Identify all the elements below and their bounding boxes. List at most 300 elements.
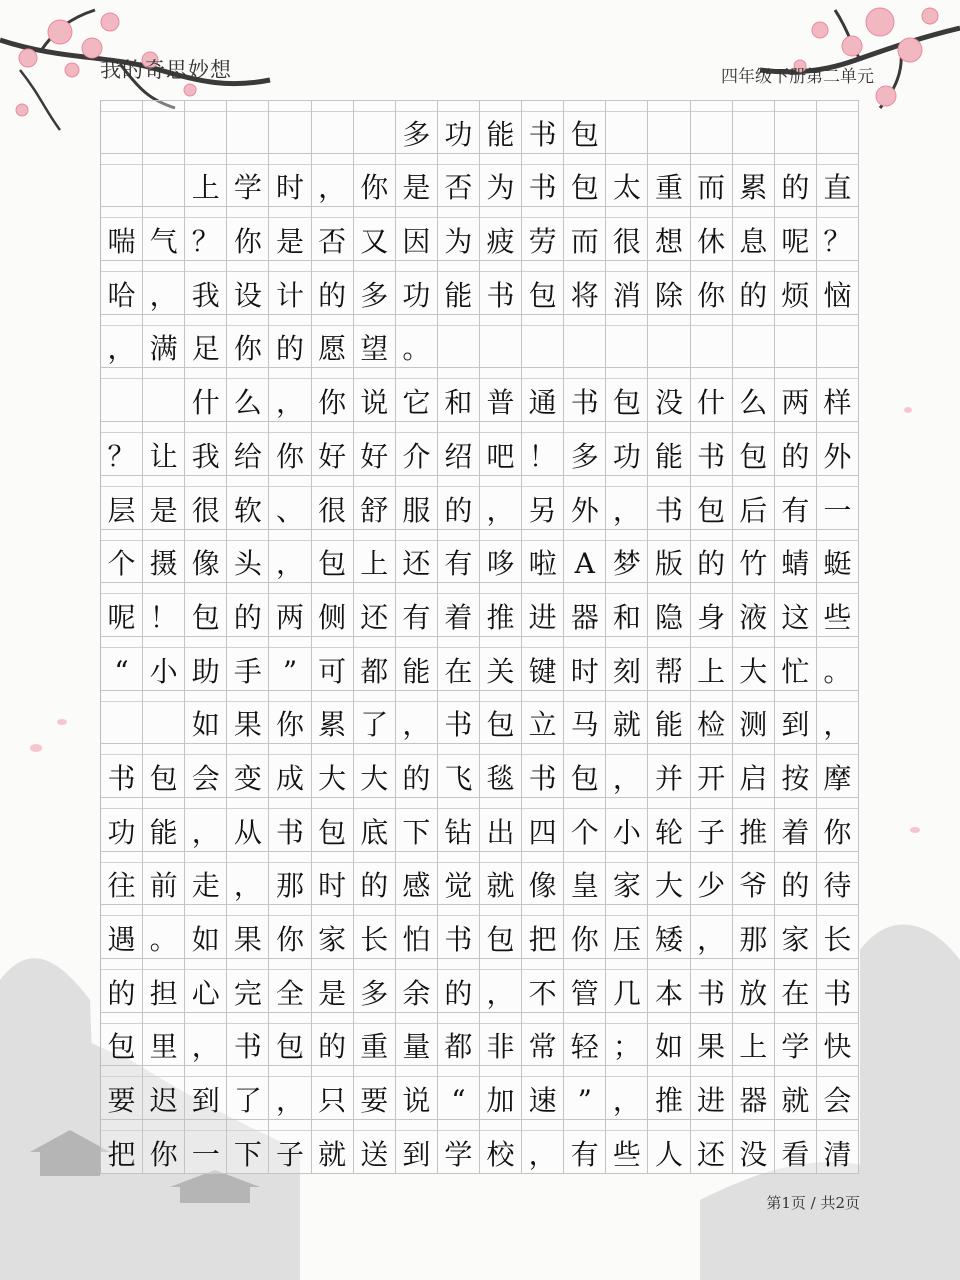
grid-cell: 摩 <box>817 744 859 798</box>
grid-cell: 学 <box>775 1013 817 1067</box>
grid-cell: 学 <box>227 154 269 208</box>
grid-cell: 几 <box>606 959 648 1013</box>
grid-cell: 包 <box>101 1013 143 1067</box>
grid-cell: 满 <box>143 315 185 369</box>
grid-cell: 的 <box>775 154 817 208</box>
grid-cell <box>143 100 185 154</box>
grid-cell: 轻 <box>564 1013 606 1067</box>
grid-cell: 能 <box>396 637 438 691</box>
grid-cell: 。 <box>143 905 185 959</box>
grid-cell: ， <box>480 476 522 530</box>
grid-cell: ， <box>606 1066 648 1120</box>
grid-cell: 的 <box>691 530 733 584</box>
grid-cell <box>101 368 143 422</box>
grid-cell: ， <box>817 691 859 745</box>
grid-cell: 又 <box>354 207 396 261</box>
grid-cell: 检 <box>691 691 733 745</box>
grid-cell: 恼 <box>817 261 859 315</box>
grid-cell: 的 <box>775 852 817 906</box>
grid-cell: 书 <box>480 261 522 315</box>
grid-cell: 。 <box>396 315 438 369</box>
grid-cell <box>354 100 396 154</box>
grid-cell: 遇 <box>101 905 143 959</box>
writing-grid <box>100 100 859 1174</box>
grid-cell: 长 <box>354 905 396 959</box>
grid-cell: 快 <box>817 1013 859 1067</box>
grid-cell: 书 <box>817 959 859 1013</box>
grid-cell: 走 <box>185 852 227 906</box>
grid-cell: 就 <box>312 1120 354 1174</box>
grid-cell: 从 <box>227 798 269 852</box>
grid-cell: ， <box>269 368 311 422</box>
grid-cell: 加 <box>480 1066 522 1120</box>
grid-cell: 功 <box>438 100 480 154</box>
grid-cell: 些 <box>606 1120 648 1174</box>
grid-cell: ” <box>269 637 311 691</box>
grid-cell <box>817 315 859 369</box>
grid-cell: ， <box>606 744 648 798</box>
grid-cell: ！ <box>522 422 564 476</box>
grid-cell: 就 <box>606 691 648 745</box>
grid-cell: 能 <box>648 691 690 745</box>
grid-cell: 的 <box>354 852 396 906</box>
grid-cell: 飞 <box>438 744 480 798</box>
grid-cell <box>648 100 690 154</box>
grid-cell: 觉 <box>438 852 480 906</box>
grid-cell: 么 <box>733 368 775 422</box>
grid-cell: 看 <box>775 1120 817 1174</box>
grid-cell: 测 <box>733 691 775 745</box>
grid-cell: 舒 <box>354 476 396 530</box>
grid-cell: 个 <box>101 530 143 584</box>
grid-cell: 气 <box>143 207 185 261</box>
grid-cell <box>606 315 648 369</box>
grid-cell: 让 <box>143 422 185 476</box>
grid-cell <box>101 691 143 745</box>
grid-cell: ， <box>606 476 648 530</box>
grid-cell: 的 <box>312 261 354 315</box>
grid-cell: 家 <box>775 905 817 959</box>
grid-cell: 包 <box>564 154 606 208</box>
grid-cell: 还 <box>691 1120 733 1174</box>
grid-cell: 望 <box>354 315 396 369</box>
grid-cell: ， <box>101 315 143 369</box>
grid-cell: 立 <box>522 691 564 745</box>
grid-cell: 出 <box>480 798 522 852</box>
grid-cell: 往 <box>101 852 143 906</box>
grid-cell: 能 <box>648 422 690 476</box>
grid-cell: 为 <box>438 207 480 261</box>
grid-cell: ！ <box>143 583 185 637</box>
grid-cell: 累 <box>312 691 354 745</box>
grid-cell: “ <box>101 637 143 691</box>
grid-cell: 有 <box>438 530 480 584</box>
grid-cell: 推 <box>733 798 775 852</box>
grid-cell: 功 <box>396 261 438 315</box>
grid-cell: 到 <box>185 1066 227 1120</box>
grid-cell: 皇 <box>564 852 606 906</box>
grid-cell: 校 <box>480 1120 522 1174</box>
grid-cell: 大 <box>312 744 354 798</box>
grid-cell: 介 <box>396 422 438 476</box>
grid-cell <box>480 315 522 369</box>
grid-cell: ， <box>480 959 522 1013</box>
grid-cell: 都 <box>438 1013 480 1067</box>
grid-cell: 什 <box>185 368 227 422</box>
grid-cell: ， <box>227 852 269 906</box>
grid-cell: 为 <box>480 154 522 208</box>
grid-cell: 哆 <box>480 530 522 584</box>
grid-cell: 还 <box>396 530 438 584</box>
grid-cell: 常 <box>522 1013 564 1067</box>
grid-cell: 么 <box>227 368 269 422</box>
grid-cell: 了 <box>227 1066 269 1120</box>
grid-cell: ， <box>396 691 438 745</box>
grid-cell: 上 <box>354 530 396 584</box>
grid-cell: 手 <box>227 637 269 691</box>
grid-cell <box>312 100 354 154</box>
grid-cell: 键 <box>522 637 564 691</box>
grid-cell: 本 <box>648 959 690 1013</box>
grid-cell: ， <box>185 1013 227 1067</box>
grid-cell: 并 <box>648 744 690 798</box>
grid-cell: 直 <box>817 154 859 208</box>
grid-cell: 烦 <box>775 261 817 315</box>
grid-cell <box>817 100 859 154</box>
grid-cell: 你 <box>269 905 311 959</box>
grid-cell: 我 <box>185 422 227 476</box>
grid-cell: 包 <box>480 691 522 745</box>
grid-cell: 头 <box>227 530 269 584</box>
grid-cell: 一 <box>185 1120 227 1174</box>
grid-cell: 钻 <box>438 798 480 852</box>
grid-cell: 通 <box>522 368 564 422</box>
grid-cell: 忙 <box>775 637 817 691</box>
grid-cell: 有 <box>396 583 438 637</box>
grid-cell: 液 <box>733 583 775 637</box>
grid-cell: 会 <box>185 744 227 798</box>
grid-cell: 样 <box>817 368 859 422</box>
grid-cell <box>733 315 775 369</box>
grid-cell <box>269 100 311 154</box>
grid-cell: 待 <box>817 852 859 906</box>
grid-cell: 上 <box>691 637 733 691</box>
grid-cell <box>522 315 564 369</box>
grid-cell: 小 <box>143 637 185 691</box>
grid-cell: 书 <box>691 959 733 1013</box>
grid-cell: 书 <box>101 744 143 798</box>
grid-cell: 你 <box>564 905 606 959</box>
grid-cell: 这 <box>775 583 817 637</box>
grid-cell: 书 <box>691 422 733 476</box>
grid-cell: 管 <box>564 959 606 1013</box>
grid-cell: 子 <box>691 798 733 852</box>
grid-cell: 都 <box>354 637 396 691</box>
grid-cell: 你 <box>227 315 269 369</box>
grid-cell: 大 <box>648 852 690 906</box>
grid-cell: 底 <box>354 798 396 852</box>
grid-cell: 一 <box>817 476 859 530</box>
grid-cell: 哈 <box>101 261 143 315</box>
grid-cell: 家 <box>312 905 354 959</box>
grid-cell: 息 <box>733 207 775 261</box>
grid-cell: 呢 <box>101 583 143 637</box>
grid-cell: 关 <box>480 637 522 691</box>
grid-cell: 多 <box>354 261 396 315</box>
grid-cell: 包 <box>269 1013 311 1067</box>
grid-cell: 的 <box>269 315 311 369</box>
grid-cell: 计 <box>269 261 311 315</box>
grid-cell: 你 <box>817 798 859 852</box>
grid-cell: 时 <box>269 154 311 208</box>
grid-cell: 果 <box>227 691 269 745</box>
grid-cell: 的 <box>396 744 438 798</box>
grid-cell: 累 <box>733 154 775 208</box>
grid-cell: 的 <box>227 583 269 637</box>
grid-cell: 和 <box>606 583 648 637</box>
grid-cell: 另 <box>522 476 564 530</box>
grid-cell: 竹 <box>733 530 775 584</box>
grid-cell: 你 <box>227 207 269 261</box>
grid-cell: 是 <box>143 476 185 530</box>
grid-cell: 功 <box>606 422 648 476</box>
grid-cell <box>691 315 733 369</box>
grid-cell: 子 <box>269 1120 311 1174</box>
grid-cell: 能 <box>438 261 480 315</box>
grid-cell: 是 <box>396 154 438 208</box>
grid-cell: 不 <box>522 959 564 1013</box>
grid-cell <box>606 100 648 154</box>
grid-cell: 到 <box>396 1120 438 1174</box>
grid-cell: 重 <box>354 1013 396 1067</box>
grid-cell: 果 <box>227 905 269 959</box>
grid-cell: 迟 <box>143 1066 185 1120</box>
grid-cell: 好 <box>354 422 396 476</box>
grid-cell: 如 <box>185 905 227 959</box>
grid-cell: 启 <box>733 744 775 798</box>
grid-cell: 隐 <box>648 583 690 637</box>
grid-cell: 学 <box>438 1120 480 1174</box>
grid-cell: 家 <box>606 852 648 906</box>
grid-cell: 书 <box>227 1013 269 1067</box>
grid-cell: 多 <box>396 100 438 154</box>
grid-cell: 毯 <box>480 744 522 798</box>
grid-cell: 书 <box>648 476 690 530</box>
grid-cell: 梦 <box>606 530 648 584</box>
grid-cell: 书 <box>522 154 564 208</box>
grid-cell: 送 <box>354 1120 396 1174</box>
grid-cell: 前 <box>143 852 185 906</box>
grid-cell: 怕 <box>396 905 438 959</box>
grid-cell <box>775 315 817 369</box>
grid-cell: 包 <box>312 798 354 852</box>
grid-cell <box>143 691 185 745</box>
grid-cell: 那 <box>733 905 775 959</box>
grid-cell: 多 <box>354 959 396 1013</box>
grid-cell: 两 <box>775 368 817 422</box>
grid-cell: 侧 <box>312 583 354 637</box>
grid-cell: 能 <box>480 100 522 154</box>
grid-cell: 书 <box>522 744 564 798</box>
grid-cell: 功 <box>101 798 143 852</box>
grid-cell: 你 <box>354 154 396 208</box>
grid-cell: 层 <box>101 476 143 530</box>
grid-cell: 包 <box>312 530 354 584</box>
grid-cell: 普 <box>480 368 522 422</box>
grid-cell: 书 <box>564 368 606 422</box>
grid-cell: ？ <box>101 422 143 476</box>
grid-cell: 大 <box>354 744 396 798</box>
grid-cell: 后 <box>733 476 775 530</box>
grid-cell: 软 <box>227 476 269 530</box>
grid-cell: 器 <box>733 1066 775 1120</box>
grid-cell: 就 <box>480 852 522 906</box>
grid-cell: 劳 <box>522 207 564 261</box>
grid-cell: 矮 <box>648 905 690 959</box>
grid-cell: 要 <box>101 1066 143 1120</box>
grid-cell: 在 <box>775 959 817 1013</box>
grid-cell: 时 <box>564 637 606 691</box>
grid-cell: 完 <box>227 959 269 1013</box>
grid-cell: 到 <box>775 691 817 745</box>
grid-cell: 量 <box>396 1013 438 1067</box>
grid-cell: 说 <box>354 368 396 422</box>
grid-cell: 把 <box>522 905 564 959</box>
grid-cell: 包 <box>691 476 733 530</box>
grid-cell: 余 <box>396 959 438 1013</box>
grid-cell: 包 <box>143 744 185 798</box>
grid-cell: 外 <box>817 422 859 476</box>
grid-cell: ， <box>522 1120 564 1174</box>
grid-cell: 设 <box>227 261 269 315</box>
grid-cell: 清 <box>817 1120 859 1174</box>
grid-cell: 你 <box>269 691 311 745</box>
grid-cell: 些 <box>817 583 859 637</box>
grid-cell: 而 <box>691 154 733 208</box>
grid-cell: 很 <box>185 476 227 530</box>
grid-cell: 多 <box>564 422 606 476</box>
grid-cell: 包 <box>185 583 227 637</box>
grid-cell: 助 <box>185 637 227 691</box>
grid-cell: 太 <box>606 154 648 208</box>
grid-cell: 书 <box>438 691 480 745</box>
grid-cell: 蜓 <box>817 530 859 584</box>
grid-cell <box>227 100 269 154</box>
grid-cell: ， <box>691 905 733 959</box>
grid-cell: 刻 <box>606 637 648 691</box>
grid-cell: 帮 <box>648 637 690 691</box>
grid-cell: 开 <box>691 744 733 798</box>
grid-cell: 说 <box>396 1066 438 1120</box>
grid-cell: 想 <box>648 207 690 261</box>
grid-cell: 外 <box>564 476 606 530</box>
grid-cell: ？ <box>185 207 227 261</box>
grid-cell: 除 <box>648 261 690 315</box>
grid-cell: 给 <box>227 422 269 476</box>
grid-cell: 进 <box>691 1066 733 1120</box>
grid-cell: 长 <box>817 905 859 959</box>
grid-cell: 小 <box>606 798 648 852</box>
grid-cell: 了 <box>354 691 396 745</box>
grid-cell: 全 <box>269 959 311 1013</box>
grid-cell: 愿 <box>312 315 354 369</box>
grid-cell <box>648 315 690 369</box>
grid-cell <box>101 154 143 208</box>
grid-cell: 。 <box>817 637 859 691</box>
grid-cell: 你 <box>143 1120 185 1174</box>
grid-cell: 有 <box>775 476 817 530</box>
grid-cell: 按 <box>775 744 817 798</box>
grid-cell: ， <box>185 798 227 852</box>
grid-cell: 喘 <box>101 207 143 261</box>
grid-cell: 大 <box>733 637 775 691</box>
grid-cell: 推 <box>480 583 522 637</box>
grid-cell: 我 <box>185 261 227 315</box>
grid-cell: 四 <box>522 798 564 852</box>
grid-cell: 书 <box>438 905 480 959</box>
grid-cell: 上 <box>733 1013 775 1067</box>
grid-cell: 包 <box>564 100 606 154</box>
grid-cell: 担 <box>143 959 185 1013</box>
grid-cell: 的 <box>438 476 480 530</box>
grid-cell <box>143 154 185 208</box>
grid-cell: 少 <box>691 852 733 906</box>
grid-cell: ” <box>564 1066 606 1120</box>
grid-cell: 是 <box>312 959 354 1013</box>
grid-cell: “ <box>438 1066 480 1120</box>
grid-cell: 足 <box>185 315 227 369</box>
grid-cell: 书 <box>269 798 311 852</box>
grid-cell: 版 <box>648 530 690 584</box>
grid-cell: 着 <box>438 583 480 637</box>
grid-cell: 有 <box>564 1120 606 1174</box>
grid-cell: 吧 <box>480 422 522 476</box>
grid-cell: ， <box>312 154 354 208</box>
grid-cell: 服 <box>396 476 438 530</box>
grid-cell: 你 <box>269 422 311 476</box>
grid-cell: 包 <box>522 261 564 315</box>
grid-cell: 非 <box>480 1013 522 1067</box>
grid-cell <box>438 315 480 369</box>
grid-cell <box>185 100 227 154</box>
grid-cell: 包 <box>733 422 775 476</box>
grid-cell: 变 <box>227 744 269 798</box>
essay-series-title: 我的奇思妙想 <box>100 58 232 82</box>
grid-cell: 下 <box>396 798 438 852</box>
grid-cell: 感 <box>396 852 438 906</box>
grid-cell: 绍 <box>438 422 480 476</box>
grid-cell: 蜻 <box>775 530 817 584</box>
grid-cell: 两 <box>269 583 311 637</box>
grid-cell: 没 <box>648 368 690 422</box>
grid-cell: ； <box>606 1013 648 1067</box>
grid-cell: 进 <box>522 583 564 637</box>
grid-cell: 因 <box>396 207 438 261</box>
grid-cell: 轮 <box>648 798 690 852</box>
grid-cell: 它 <box>396 368 438 422</box>
grid-cell: 、 <box>269 476 311 530</box>
grid-cell: 的 <box>312 1013 354 1067</box>
grade-unit-label: 四年级下册第二单元 <box>721 67 874 87</box>
grid-cell: 的 <box>775 422 817 476</box>
grid-cell: 下 <box>227 1120 269 1174</box>
grid-cell: ， <box>269 1066 311 1120</box>
grid-cell <box>691 100 733 154</box>
grid-cell: 呢 <box>775 207 817 261</box>
grid-cell <box>564 315 606 369</box>
grid-cell: 把 <box>101 1120 143 1174</box>
grid-cell: 如 <box>185 691 227 745</box>
